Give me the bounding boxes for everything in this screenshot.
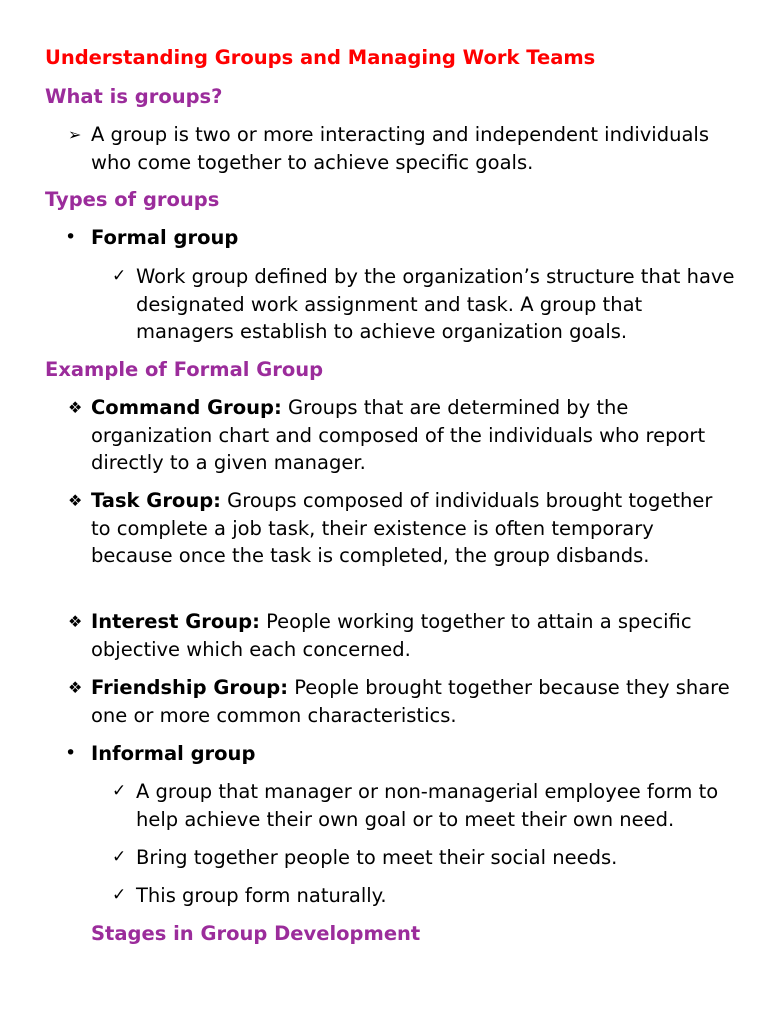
- list-item-interest-group: [68, 608, 731, 663]
- checkmark-icon: ✓: [112, 885, 127, 905]
- friendship-group-term: Friendship Group:: [91, 676, 289, 699]
- command-group-term: Command Group:: [91, 396, 282, 419]
- formal-group-label: Formal group: [91, 226, 239, 249]
- diamond-bullet-icon: ❖: [68, 612, 83, 631]
- formal-definition-text: Work group defined by the organization’s structure that have designated work assignment and task. A group that managers establish to achieve organization goals.: [136, 265, 735, 343]
- list-item-informal-point-3: [112, 882, 736, 910]
- group-definition-text: A group is two or more interacting and independent individuals who come together to achieve specific goals.: [91, 123, 709, 174]
- interest-group-desc: People working together to attain a specific objective which each concerned.: [91, 610, 692, 661]
- friendship-group-desc: People brought together because they share one or more common characteristics.: [91, 676, 730, 727]
- diamond-bullet-icon: ❖: [68, 398, 83, 417]
- bullet-icon: •: [65, 742, 77, 764]
- list-item-formal-group: [65, 224, 731, 252]
- arrow-bullet-icon: ➢: [68, 125, 82, 144]
- list-item-formal-definition: [112, 263, 736, 346]
- list-item-group-definition: [68, 121, 731, 176]
- informal-point-text: Bring together people to meet their social needs.: [136, 846, 618, 869]
- checkmark-icon: ✓: [112, 781, 127, 801]
- heading-what-is-groups: What is groups?: [45, 85, 223, 108]
- task-group-desc: Groups composed of individuals brought together to complete a job task, their existence is often temporary because once the task is completed, the group disbands.: [91, 489, 713, 567]
- list-item-friendship-group: [68, 674, 731, 729]
- interest-group-term: Interest Group:: [91, 610, 260, 633]
- list-item-informal-point-2: [112, 844, 736, 872]
- heading-example-formal-group: Example of Formal Group: [45, 358, 324, 381]
- diamond-bullet-icon: ❖: [68, 491, 83, 510]
- heading-stages-group-development: Stages in Group Development: [91, 922, 421, 945]
- list-item-command-group: [68, 394, 731, 477]
- diamond-bullet-icon: ❖: [68, 678, 83, 697]
- bullet-icon: •: [65, 226, 77, 248]
- informal-point-text: A group that manager or non-managerial employee form to help achieve their own goal or to meet their own need.: [136, 780, 719, 831]
- command-group-desc: Groups that are determined by the organization chart and composed of the individuals who report directly to a given manager.: [91, 396, 706, 474]
- checkmark-icon: ✓: [112, 266, 127, 286]
- list-item-task-group: [68, 487, 731, 570]
- informal-group-label: Informal group: [91, 742, 256, 765]
- checkmark-icon: ✓: [112, 847, 127, 867]
- list-item-informal-point-1: [112, 778, 736, 833]
- task-group-term: Task Group:: [91, 489, 221, 512]
- heading-types-of-groups: Types of groups: [45, 188, 220, 211]
- document-title: Understanding Groups and Managing Work Teams: [45, 46, 596, 69]
- informal-point-text: This group form naturally.: [136, 884, 387, 907]
- list-item-informal-group: [65, 740, 731, 768]
